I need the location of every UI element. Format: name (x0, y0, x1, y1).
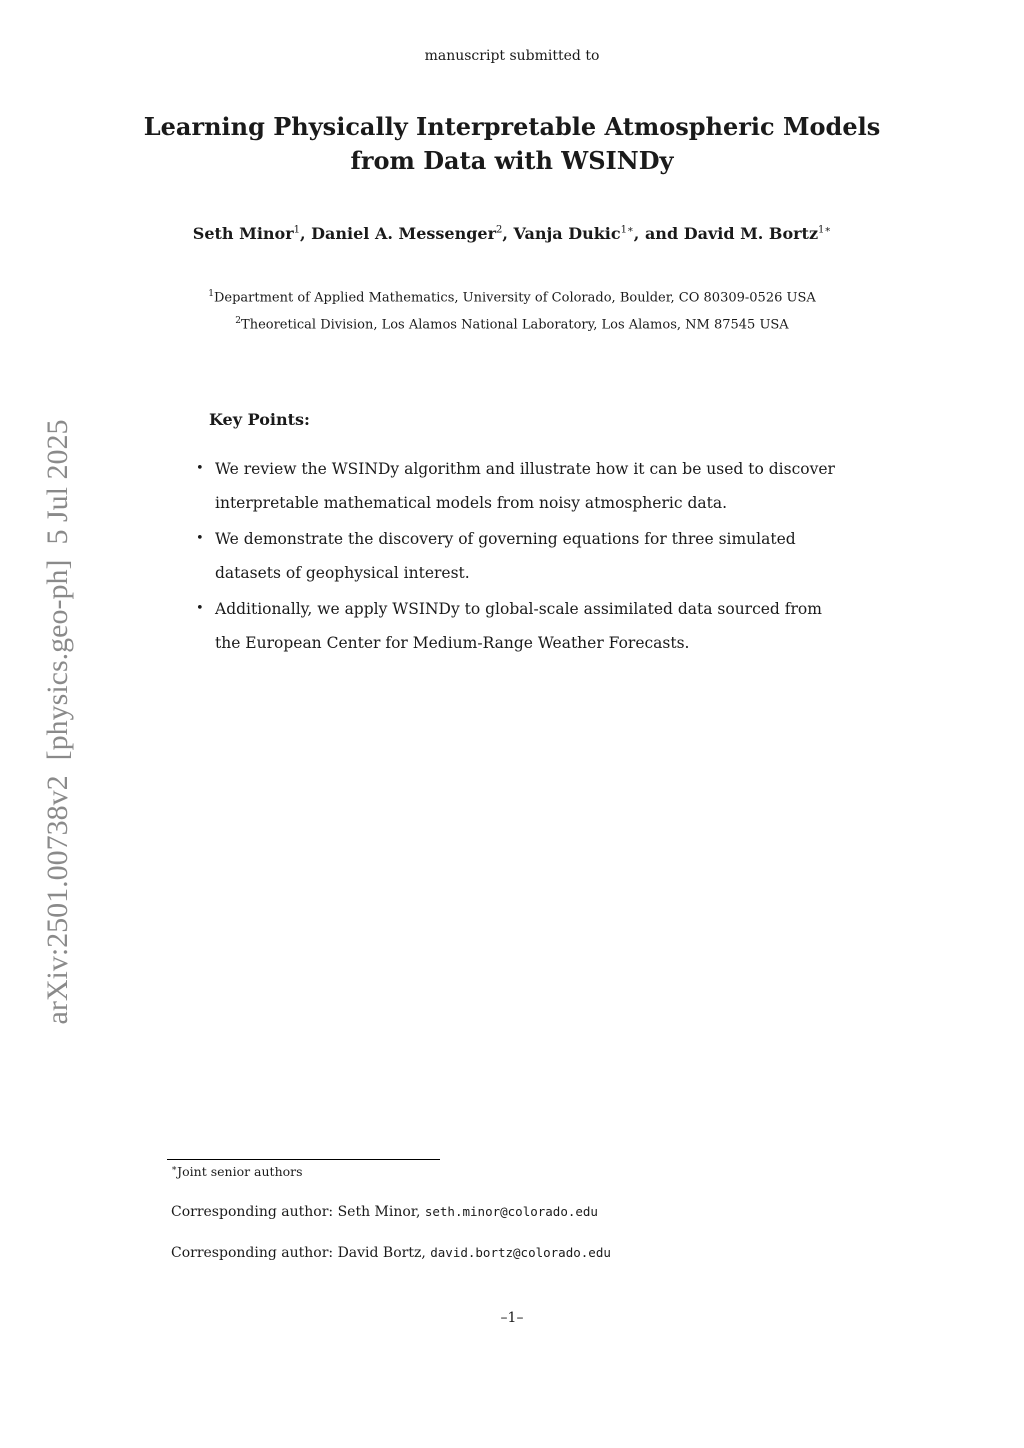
footnote-sup: ∗ (171, 1164, 178, 1174)
key-points-list (194, 452, 844, 662)
title-line-1: Learning Physically Interpretable Atmospheric Models (143, 112, 881, 141)
author-name: Seth Minor (192, 224, 294, 243)
author-separator: , and (633, 224, 684, 243)
running-header: manuscript submitted to (424, 48, 600, 64)
affiliation-text: Department of Applied Mathematics, University of Colorado, Boulder, CO 80309-0526 USA (213, 290, 816, 306)
title-line-2: from Data with WSINDy (350, 146, 674, 175)
affiliation-sup: 1 (208, 289, 214, 299)
corresponding-author-2 (171, 1245, 611, 1261)
corresponding-author-1 (171, 1204, 598, 1220)
author-sup: 1 (293, 224, 301, 236)
author-separator: , (300, 224, 312, 243)
author-name: Vanja Dukic (513, 224, 621, 243)
corresponding-label: Corresponding author: David Bortz, (171, 1245, 431, 1261)
paper-title (100, 110, 924, 178)
corresponding-label: Corresponding author: Seth Minor, (171, 1204, 425, 1220)
author-name: David M. Bortz (683, 224, 819, 243)
page-number: –1– (500, 1310, 524, 1326)
key-point-item: • We review the WSINDy algorithm and illustrate how it can be used to discover interpretable mathematical models from noisy atmospheric data. (194, 452, 844, 520)
email-link[interactable]: david.bortz@colorado.edu (430, 1245, 611, 1260)
key-point-item: • Additionally, we apply WSINDy to global-scale assimilated data sourced from the European Center for Medium-Range Weather Forecasts. (194, 592, 844, 660)
key-points-heading: Key Points: (209, 410, 310, 429)
footnote-rule (167, 1159, 440, 1160)
author-sup: 2 (496, 224, 503, 236)
affiliation-text: Theoretical Division, Los Alamos National Laboratory, Los Alamos, NM 87545 USA (241, 317, 789, 333)
affiliation-sup: 2 (235, 316, 242, 326)
author-sup: 1∗ (620, 224, 634, 236)
author-name: Daniel A. Messenger (311, 224, 497, 243)
affiliation-2 (100, 316, 924, 332)
author-separator: , (502, 224, 514, 243)
footnote-text: Joint senior authors (177, 1164, 303, 1180)
affiliation-1 (100, 289, 924, 305)
footnote (171, 1164, 303, 1179)
email-link[interactable]: seth.minor@colorado.edu (424, 1204, 598, 1219)
author-sup: 1∗ (818, 224, 832, 236)
arxiv-identifier: arXiv:2501.00738v2 [physics.geo-ph] 5 Jul 2025 (41, 419, 74, 1025)
author-list (100, 224, 924, 243)
key-point-item: • We demonstrate the discovery of governing equations for three simulated datasets of geophysical interest. (194, 522, 844, 590)
